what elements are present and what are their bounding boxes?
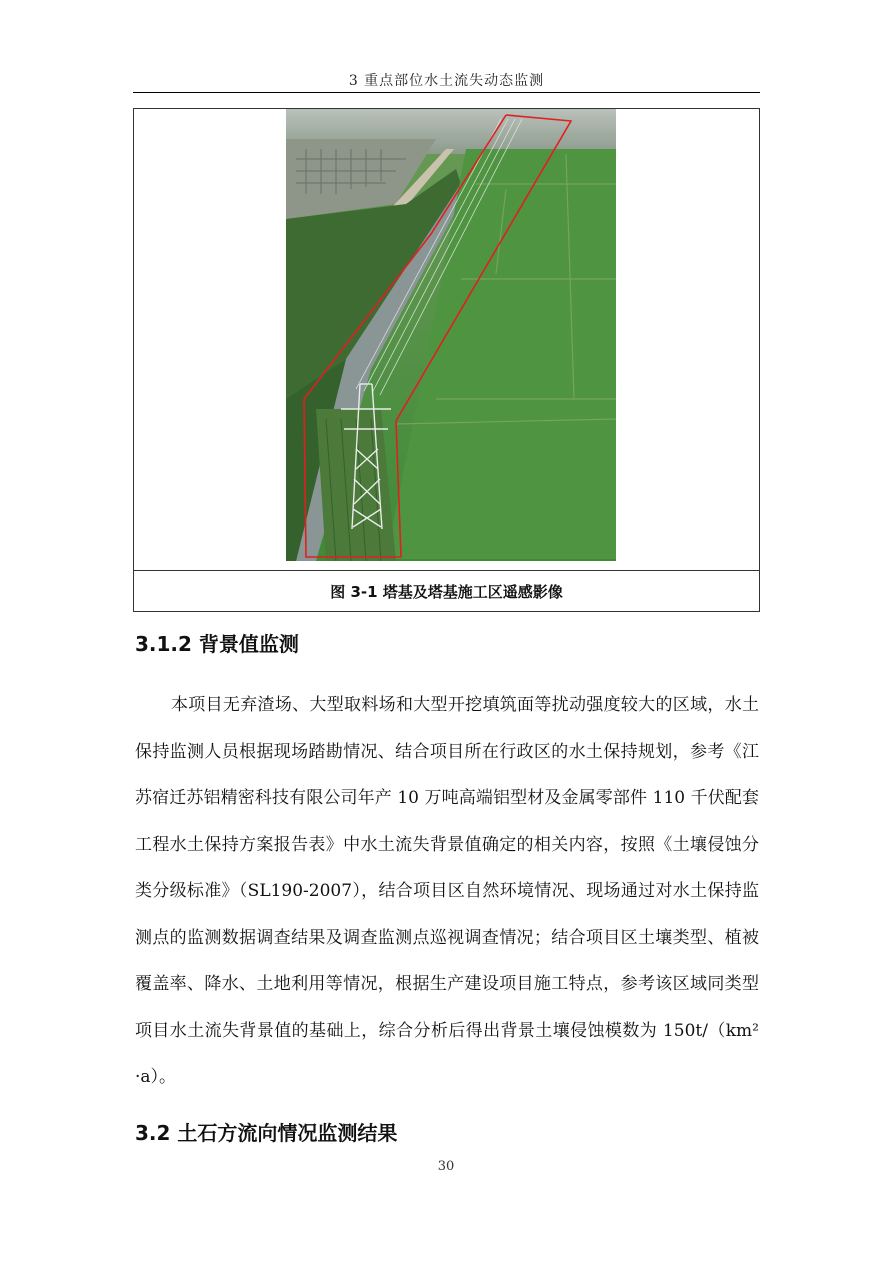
figure-caption-row [134,570,759,611]
header-rule [133,92,760,93]
remote-sensing-photo [286,109,616,561]
figure-caption: 图 3-1 塔基及塔基施工区遥感影像 [330,582,563,601]
section-heading-3-2: 3.2 土石方流向情况监测结果 [135,1121,398,1145]
page-number: 30 [437,1159,455,1174]
section-heading-3-1-2: 3.1.2 背景值监测 [135,632,299,656]
body-paragraph: 本项目无弃渣场、大型取料场和大型开挖填筑面等扰动强度较大的区域，水土保持监测人员根据现场踏勘情况、结合项目所在行政区的水土保持规划，参考《江苏宿迁苏铝精密科技有限公司年产 10 万吨高端铝型材及金属零部件 110 千伏配套工程水土保持方案报告表》中水土流失背景值确定的相关内容，按照《土壤侵蚀分类分级标准》（SL190-2007），结合项目区自然环境情况、现场通过对水土保持监测点的监测数据调查结果及调查监测点巡视调查情况；结合项目区土壤类型、植被覆盖率、降水、土地利用等情况，根据生产建设项目施工特点，参考该区域同类型项目水土流失背景值的基础上，综合分析后得出背景土壤侵蚀模数为 150t/（km² ·a）。 [135,695,759,1087]
running-header: 3 重点部位水土流失动态监测 [348,73,545,89]
figure-frame [133,108,760,612]
